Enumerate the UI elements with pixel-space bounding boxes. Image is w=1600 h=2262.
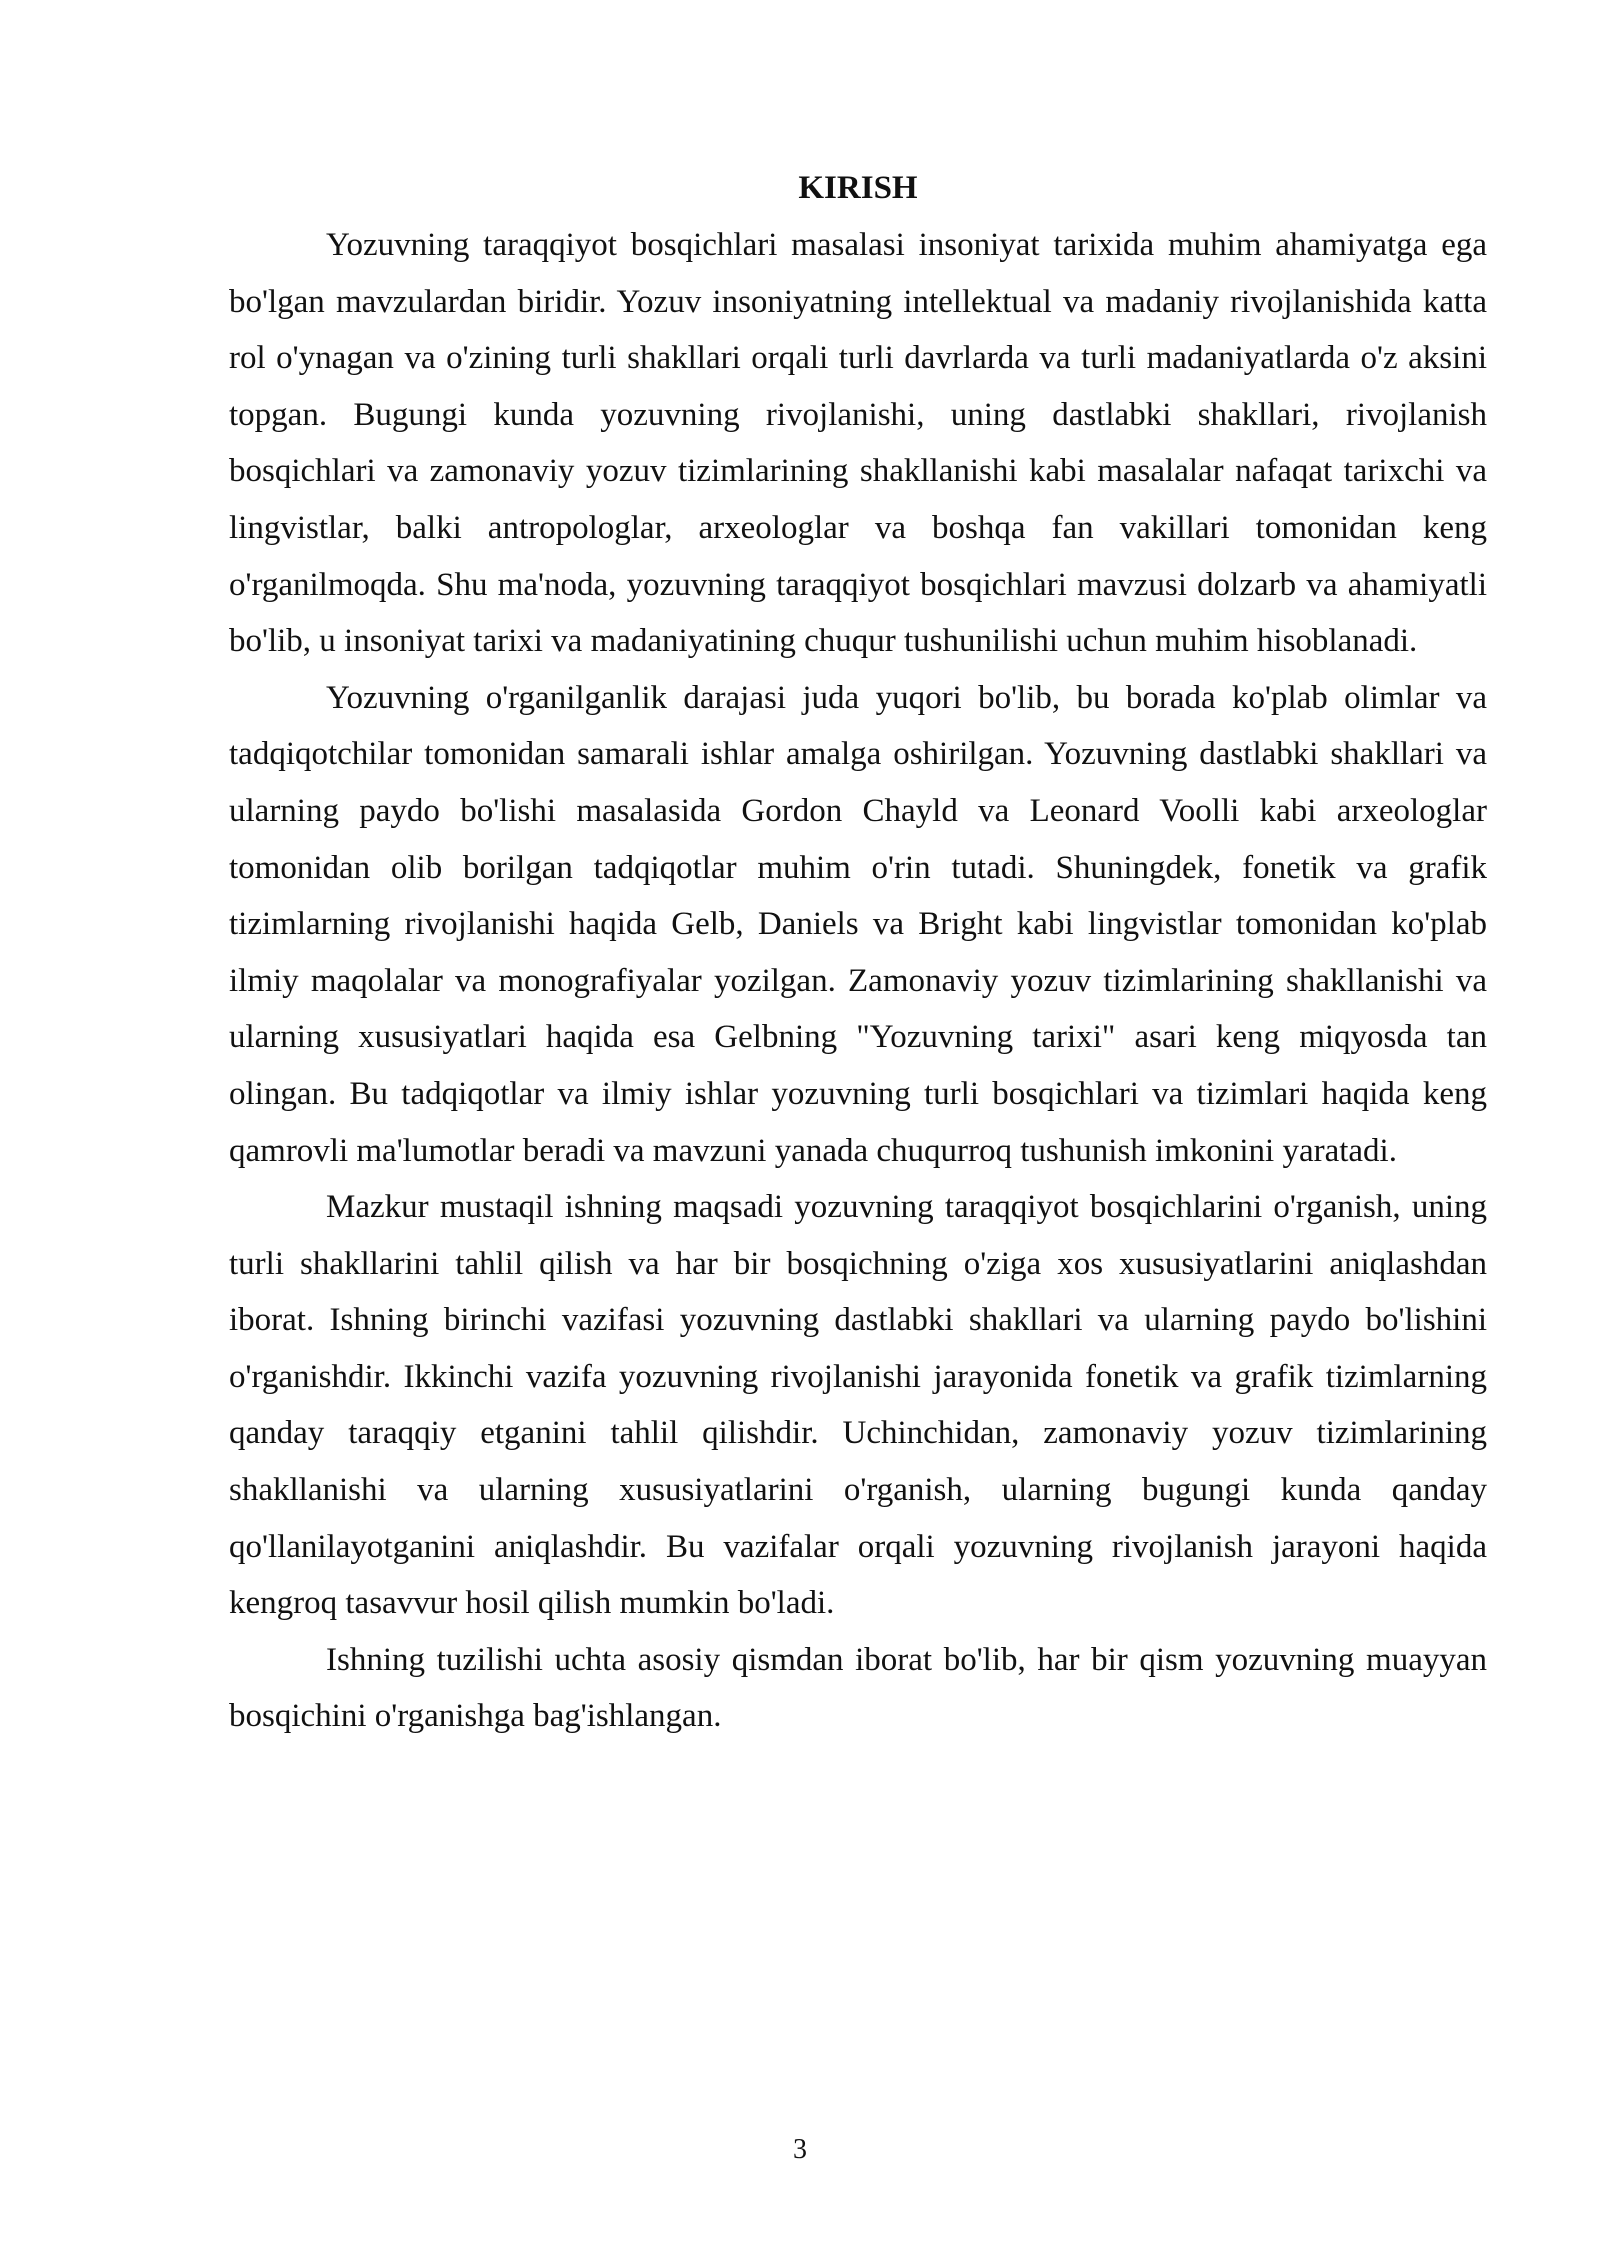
paragraph-structure: Ishning tuzilishi uchta asosiy qismdan iborat bo'lib, har bir qism yozuvning muayyan bosqichini o'rganishga bag'ishlangan. xyxy=(229,1641,1487,1735)
paragraph-introduction: Yozuvning taraqqiyot bosqichlari masalasi insoniyat tarixida muhim ahamiyatga ega bo'lgan mavzulardan biridir. Yozuv insoniyatning intellektual va madaniy rivojlanishida katta rol o'ynagan va o'zining turli shakllari orqali turli davrlarda va turli madaniyatlarda o'z aksini topgan. Bugungi kunda yozuvning rivojlanishi, uning dastlabki shakllari, rivojlanish bosqichlari va zamonaviy yozuv tizimlarining shakllanishi kabi masalalar nafaqat tarixchi va lingvistlar, balki antropologlar, arxeologlar va boshqa fan vakillari tomonidan keng o'rganilmoqda. Shu ma'noda, yozuvning taraqqiyot bosqichlari mavzusi dolzarb va ahamiyatli bo'lib, u insoniyat tarixi va madaniyatining chuqur tushunilishi uchun muhim hisoblanadi. xyxy=(229,227,1487,660)
page-number: 3 xyxy=(793,2134,807,2165)
page-body xyxy=(229,160,1487,1745)
section-heading: KIRISH xyxy=(798,170,918,206)
paragraph-literature-review: Yozuvning o'rganilganlik darajasi juda yuqori bo'lib, bu borada ko'plab olimlar va tadqiqotchilar tomonidan samarali ishlar amalga oshirilgan. Yozuvning dastlabki shakllari va ularning paydo bo'lishi masalasida Gordon Chayld va Leonard Voolli kabi arxeologlar tomonidan olib borilgan tadqiqotlar muhim o'rin tutadi. Shuningdek, fonetik va grafik tizimlarning rivojlanishi haqida Gelb, Daniels va Bright kabi lingvistlar tomonidan ko'plab ilmiy maqolalar va monografiyalar yozilgan. Zamonaviy yozuv tizimlarining shakllanishi va ularning xususiyatlari haqida esa Gelbning "Yozuvning tarixi" asari keng miqyosda tan olingan. Bu tadqiqotlar va ilmiy ishlar yozuvning turli bosqichlari va tizimlari haqida keng qamrovli ma'lumotlar beradi va mavzuni yanada chuqurroq tushunish imkonini yaratadi. xyxy=(229,679,1487,1169)
paragraph-aims-and-tasks: Mazkur mustaqil ishning maqsadi yozuvning taraqqiyot bosqichlarini o'rganish, uning turli shakllarini tahlil qilish va har bir bosqichning o'ziga xos xususiyatlarini aniqlashdan iborat. Ishning birinchi vazifasi yozuvning dastlabki shakllari va ularning paydo bo'lishini o'rganishdir. Ikkinchi vazifa yozuvning rivojlanishi jarayonida fonetik va grafik tizimlarning qanday taraqqiy etganini tahlil qilishdir. Uchinchidan, zamonaviy yozuv tizimlarining shakllanishi va ularning xususiyatlarini o'rganish, ularning bugungi kunda qanday qo'llanilayotganini aniqlashdir. Bu vazifalar orqali yozuvning rivojlanish jarayoni haqida kengroq tasavvur hosil qilish mumkin bo'ladi. xyxy=(229,1189,1487,1622)
